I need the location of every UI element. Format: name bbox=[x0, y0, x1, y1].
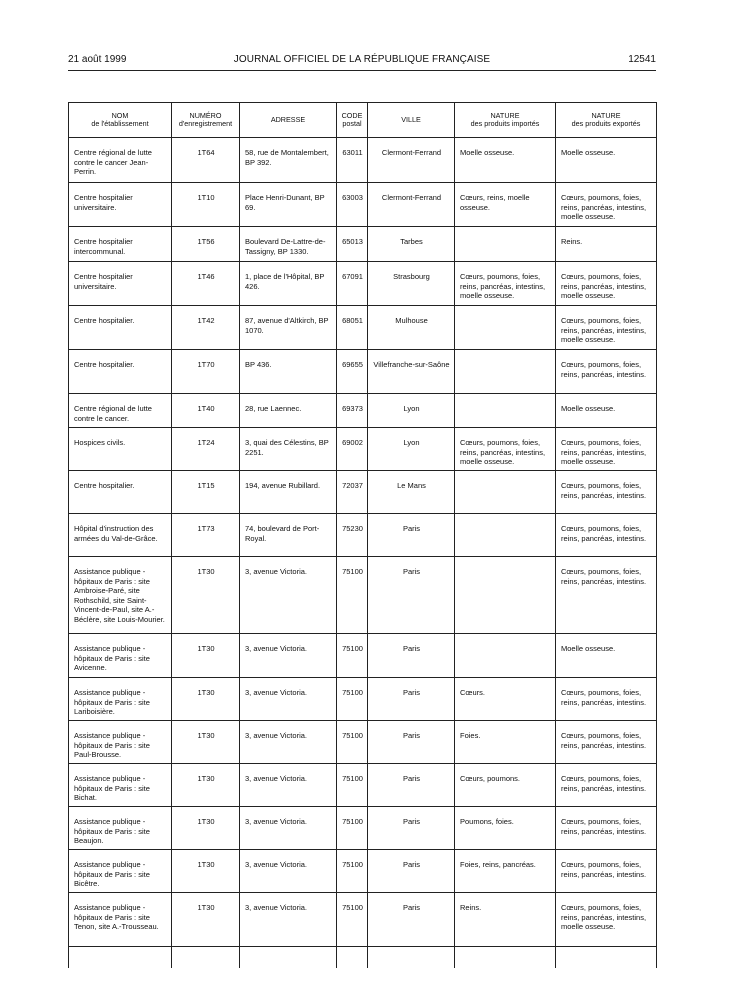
col-header-line: NUMÉRO bbox=[189, 110, 222, 120]
registration-number: 1T46 bbox=[172, 262, 240, 306]
postal-code: 65013 bbox=[337, 227, 368, 262]
col-header-name bbox=[69, 103, 172, 138]
address: Boulevard De-Lattre-de-Tassigny, BP 1330. bbox=[240, 227, 337, 262]
postal-code: 75100 bbox=[337, 893, 368, 947]
postal-code: 75100 bbox=[337, 807, 368, 850]
col-header-address bbox=[240, 103, 337, 138]
city: Clermont-Ferrand bbox=[368, 183, 455, 227]
establishment-name: Centre hospitalier. bbox=[69, 350, 172, 394]
exported-products: Cœurs, poumons, foies, reins, pancréas, intestins, moelle osseuse. bbox=[556, 262, 657, 306]
establishment-name: Assistance publique - hôpitaux de Paris : site Paul-Brousse. bbox=[69, 721, 172, 764]
exported-products: Cœurs, poumons, foies, reins, pancréas, intestins, moelle osseuse. bbox=[556, 306, 657, 350]
col-header-exported bbox=[556, 103, 657, 138]
exported-products: Cœurs, poumons, foies, reins, pancréas, intestins, moelle osseuse. bbox=[556, 183, 657, 227]
registration-number: 1T30 bbox=[172, 721, 240, 764]
postal-code: 67091 bbox=[337, 262, 368, 306]
postal-code: 63011 bbox=[337, 138, 368, 183]
imported-products bbox=[455, 306, 556, 350]
table-row bbox=[69, 678, 657, 721]
address: 28, rue Laennec. bbox=[240, 394, 337, 428]
city: Paris bbox=[368, 721, 455, 764]
table-continuation-cell bbox=[337, 947, 368, 969]
establishment-name: Assistance publique - hôpitaux de Paris : site Beaujon. bbox=[69, 807, 172, 850]
city: Paris bbox=[368, 807, 455, 850]
imported-products: Poumons, foies. bbox=[455, 807, 556, 850]
address: 3, avenue Victoria. bbox=[240, 678, 337, 721]
postal-code: 75100 bbox=[337, 634, 368, 678]
establishment-name: Assistance publique - hôpitaux de Paris : site Avicenne. bbox=[69, 634, 172, 678]
postal-code: 75100 bbox=[337, 678, 368, 721]
address: Place Henri-Dunant, BP 69. bbox=[240, 183, 337, 227]
postal-code: 75100 bbox=[337, 721, 368, 764]
postal-code: 75100 bbox=[337, 850, 368, 893]
city: Paris bbox=[368, 678, 455, 721]
exported-products: Cœurs, poumons, foies, reins, pancréas, intestins, moelle osseuse. bbox=[556, 428, 657, 471]
col-header-number bbox=[172, 103, 240, 138]
col-header-line: des produits exportés bbox=[571, 119, 641, 128]
exported-products: Cœurs, poumons, foies, reins, pancréas, intestins. bbox=[556, 850, 657, 893]
postal-code: 69002 bbox=[337, 428, 368, 471]
table-continuation-cell bbox=[455, 947, 556, 969]
postal-code: 68051 bbox=[337, 306, 368, 350]
exported-products: Cœurs, poumons, foies, reins, pancréas, intestins. bbox=[556, 557, 657, 634]
establishment-name: Assistance publique - hôpitaux de Paris : site Bicêtre. bbox=[69, 850, 172, 893]
address: 58, rue de Montalembert, BP 392. bbox=[240, 138, 337, 183]
establishment-name: Hôpital d'instruction des armées du Val-de-Grâce. bbox=[69, 514, 172, 557]
table-row bbox=[69, 807, 657, 850]
registration-number: 1T15 bbox=[172, 471, 240, 514]
col-header-line: des produits importés bbox=[470, 119, 540, 128]
table-row bbox=[69, 262, 657, 306]
address: 194, avenue Rubillard. bbox=[240, 471, 337, 514]
city: Paris bbox=[368, 634, 455, 678]
imported-products bbox=[455, 394, 556, 428]
col-header-line: de l'établissement bbox=[91, 119, 149, 128]
address: BP 436. bbox=[240, 350, 337, 394]
imported-products: Cœurs, poumons. bbox=[455, 764, 556, 807]
registration-number: 1T73 bbox=[172, 514, 240, 557]
postal-code: 63003 bbox=[337, 183, 368, 227]
establishment-name: Assistance publique - hôpitaux de Paris : site Bichat. bbox=[69, 764, 172, 807]
establishment-name: Centre hospitalier. bbox=[69, 471, 172, 514]
registration-number: 1T30 bbox=[172, 557, 240, 634]
imported-products: Cœurs. bbox=[455, 678, 556, 721]
address: 3, quai des Célestins, BP 2251. bbox=[240, 428, 337, 471]
establishment-name: Assistance publique - hôpitaux de Paris : site Ambroise-Paré, site Rothschild, site Saint-Vincent-de-Paul, site A.-Béclère, site Louis-Mourier. bbox=[69, 557, 172, 634]
registration-number: 1T40 bbox=[172, 394, 240, 428]
col-header-line: NOM bbox=[111, 110, 129, 120]
exported-products: Cœurs, poumons, foies, reins, pancréas, intestins. bbox=[556, 514, 657, 557]
address: 74, boulevard de Port-Royal. bbox=[240, 514, 337, 557]
establishment-name: Assistance publique - hôpitaux de Paris : site Tenon, site A.-Trousseau. bbox=[69, 893, 172, 947]
registration-number: 1T10 bbox=[172, 183, 240, 227]
city: Paris bbox=[368, 893, 455, 947]
city: Clermont-Ferrand bbox=[368, 138, 455, 183]
table-row bbox=[69, 764, 657, 807]
imported-products: Foies. bbox=[455, 721, 556, 764]
table-continuation-row bbox=[69, 947, 657, 969]
imported-products: Cœurs, poumons, foies, reins, pancréas, intestins, moelle osseuse. bbox=[455, 428, 556, 471]
establishment-name: Assistance publique - hôpitaux de Paris : site Lariboisière. bbox=[69, 678, 172, 721]
imported-products bbox=[455, 514, 556, 557]
establishments-table bbox=[68, 102, 657, 968]
table-row bbox=[69, 183, 657, 227]
col-header-line: ADRESSE bbox=[270, 114, 306, 124]
postal-code: 69655 bbox=[337, 350, 368, 394]
page-number: 12541 bbox=[628, 54, 656, 65]
col-header-line: NATURE bbox=[591, 110, 621, 120]
registration-number: 1T64 bbox=[172, 138, 240, 183]
imported-products: Cœurs, reins, moelle osseuse. bbox=[455, 183, 556, 227]
col-header-city bbox=[368, 103, 455, 138]
exported-products: Cœurs, poumons, foies, reins, pancréas, intestins. bbox=[556, 350, 657, 394]
postal-code: 72037 bbox=[337, 471, 368, 514]
header-row bbox=[69, 103, 657, 138]
address: 3, avenue Victoria. bbox=[240, 634, 337, 678]
exported-products: Moelle osseuse. bbox=[556, 138, 657, 183]
registration-number: 1T30 bbox=[172, 850, 240, 893]
col-header-line: VILLE bbox=[401, 114, 421, 124]
imported-products: Reins. bbox=[455, 893, 556, 947]
running-header bbox=[68, 54, 656, 70]
address: 3, avenue Victoria. bbox=[240, 807, 337, 850]
col-header-line: postal bbox=[342, 119, 362, 128]
address: 1, place de l'Hôpital, BP 426. bbox=[240, 262, 337, 306]
exported-products: Cœurs, poumons, foies, reins, pancréas, intestins, moelle osseuse. bbox=[556, 893, 657, 947]
city: Lyon bbox=[368, 428, 455, 471]
imported-products bbox=[455, 557, 556, 634]
postal-code: 69373 bbox=[337, 394, 368, 428]
city: Le Mans bbox=[368, 471, 455, 514]
city: Tarbes bbox=[368, 227, 455, 262]
registration-number: 1T30 bbox=[172, 634, 240, 678]
col-header-line: CODE bbox=[341, 110, 363, 120]
exported-products: Cœurs, poumons, foies, reins, pancréas, intestins. bbox=[556, 764, 657, 807]
table-row bbox=[69, 394, 657, 428]
table-row bbox=[69, 557, 657, 634]
table-continuation-cell bbox=[240, 947, 337, 969]
establishment-name: Centre hospitalier. bbox=[69, 306, 172, 350]
city: Villefranche-sur-Saône bbox=[368, 350, 455, 394]
table-row bbox=[69, 514, 657, 557]
table-row bbox=[69, 634, 657, 678]
imported-products bbox=[455, 227, 556, 262]
postal-code: 75100 bbox=[337, 764, 368, 807]
address: 3, avenue Victoria. bbox=[240, 850, 337, 893]
table-row bbox=[69, 138, 657, 183]
address: 3, avenue Victoria. bbox=[240, 721, 337, 764]
col-header-line: NATURE bbox=[490, 110, 520, 120]
table-row bbox=[69, 850, 657, 893]
postal-code: 75100 bbox=[337, 557, 368, 634]
establishment-name: Centre régional de lutte contre le cancer. bbox=[69, 394, 172, 428]
city: Lyon bbox=[368, 394, 455, 428]
address: 3, avenue Victoria. bbox=[240, 557, 337, 634]
registration-number: 1T70 bbox=[172, 350, 240, 394]
address: 87, avenue d'Altkirch, BP 1070. bbox=[240, 306, 337, 350]
table-row bbox=[69, 306, 657, 350]
imported-products bbox=[455, 634, 556, 678]
exported-products: Cœurs, poumons, foies, reins, pancréas, intestins. bbox=[556, 807, 657, 850]
table-continuation-cell bbox=[172, 947, 240, 969]
table-row bbox=[69, 227, 657, 262]
table-continuation-cell bbox=[69, 947, 172, 969]
registration-number: 1T56 bbox=[172, 227, 240, 262]
registration-number: 1T30 bbox=[172, 764, 240, 807]
city: Strasbourg bbox=[368, 262, 455, 306]
exported-products: Moelle osseuse. bbox=[556, 634, 657, 678]
issue-date: 21 août 1999 bbox=[68, 54, 127, 65]
city: Paris bbox=[368, 514, 455, 557]
journal-title: JOURNAL OFFICIEL DE LA RÉPUBLIQUE FRANÇAISE bbox=[233, 54, 491, 65]
exported-products: Reins. bbox=[556, 227, 657, 262]
establishment-name: Centre hospitalier universitaire. bbox=[69, 262, 172, 306]
establishment-name: Hospices civils. bbox=[69, 428, 172, 471]
table-continuation-cell bbox=[556, 947, 657, 969]
imported-products: Cœurs, poumons, foies, reins, pancréas, intestins, moelle osseuse. bbox=[455, 262, 556, 306]
table-row bbox=[69, 721, 657, 764]
exported-products: Cœurs, poumons, foies, reins, pancréas, intestins. bbox=[556, 721, 657, 764]
table-row bbox=[69, 428, 657, 471]
imported-products: Foies, reins, pancréas. bbox=[455, 850, 556, 893]
address: 3, avenue Victoria. bbox=[240, 893, 337, 947]
registration-number: 1T30 bbox=[172, 807, 240, 850]
city: Mulhouse bbox=[368, 306, 455, 350]
exported-products: Cœurs, poumons, foies, reins, pancréas, intestins. bbox=[556, 678, 657, 721]
registration-number: 1T24 bbox=[172, 428, 240, 471]
imported-products bbox=[455, 350, 556, 394]
exported-products: Cœurs, poumons, foies, reins, pancréas, intestins. bbox=[556, 471, 657, 514]
table-row bbox=[69, 893, 657, 947]
establishment-name: Centre hospitalier intercommunal. bbox=[69, 227, 172, 262]
table-row bbox=[69, 471, 657, 514]
col-header-imported bbox=[455, 103, 556, 138]
city: Paris bbox=[368, 850, 455, 893]
establishment-name: Centre régional de lutte contre le cancer Jean-Perrin. bbox=[69, 138, 172, 183]
header-rule bbox=[68, 70, 656, 71]
table-header bbox=[69, 103, 657, 138]
address: 3, avenue Victoria. bbox=[240, 764, 337, 807]
registration-number: 1T42 bbox=[172, 306, 240, 350]
col-header-line: d'enregistrement bbox=[178, 119, 233, 128]
city: Paris bbox=[368, 557, 455, 634]
table-body bbox=[69, 138, 657, 969]
city: Paris bbox=[368, 764, 455, 807]
registration-number: 1T30 bbox=[172, 893, 240, 947]
table-row bbox=[69, 350, 657, 394]
imported-products bbox=[455, 471, 556, 514]
col-header-postal-code bbox=[337, 103, 368, 138]
establishment-name: Centre hospitalier universitaire. bbox=[69, 183, 172, 227]
table-continuation-cell bbox=[368, 947, 455, 969]
postal-code: 75230 bbox=[337, 514, 368, 557]
imported-products: Moelle osseuse. bbox=[455, 138, 556, 183]
exported-products: Moelle osseuse. bbox=[556, 394, 657, 428]
registration-number: 1T30 bbox=[172, 678, 240, 721]
